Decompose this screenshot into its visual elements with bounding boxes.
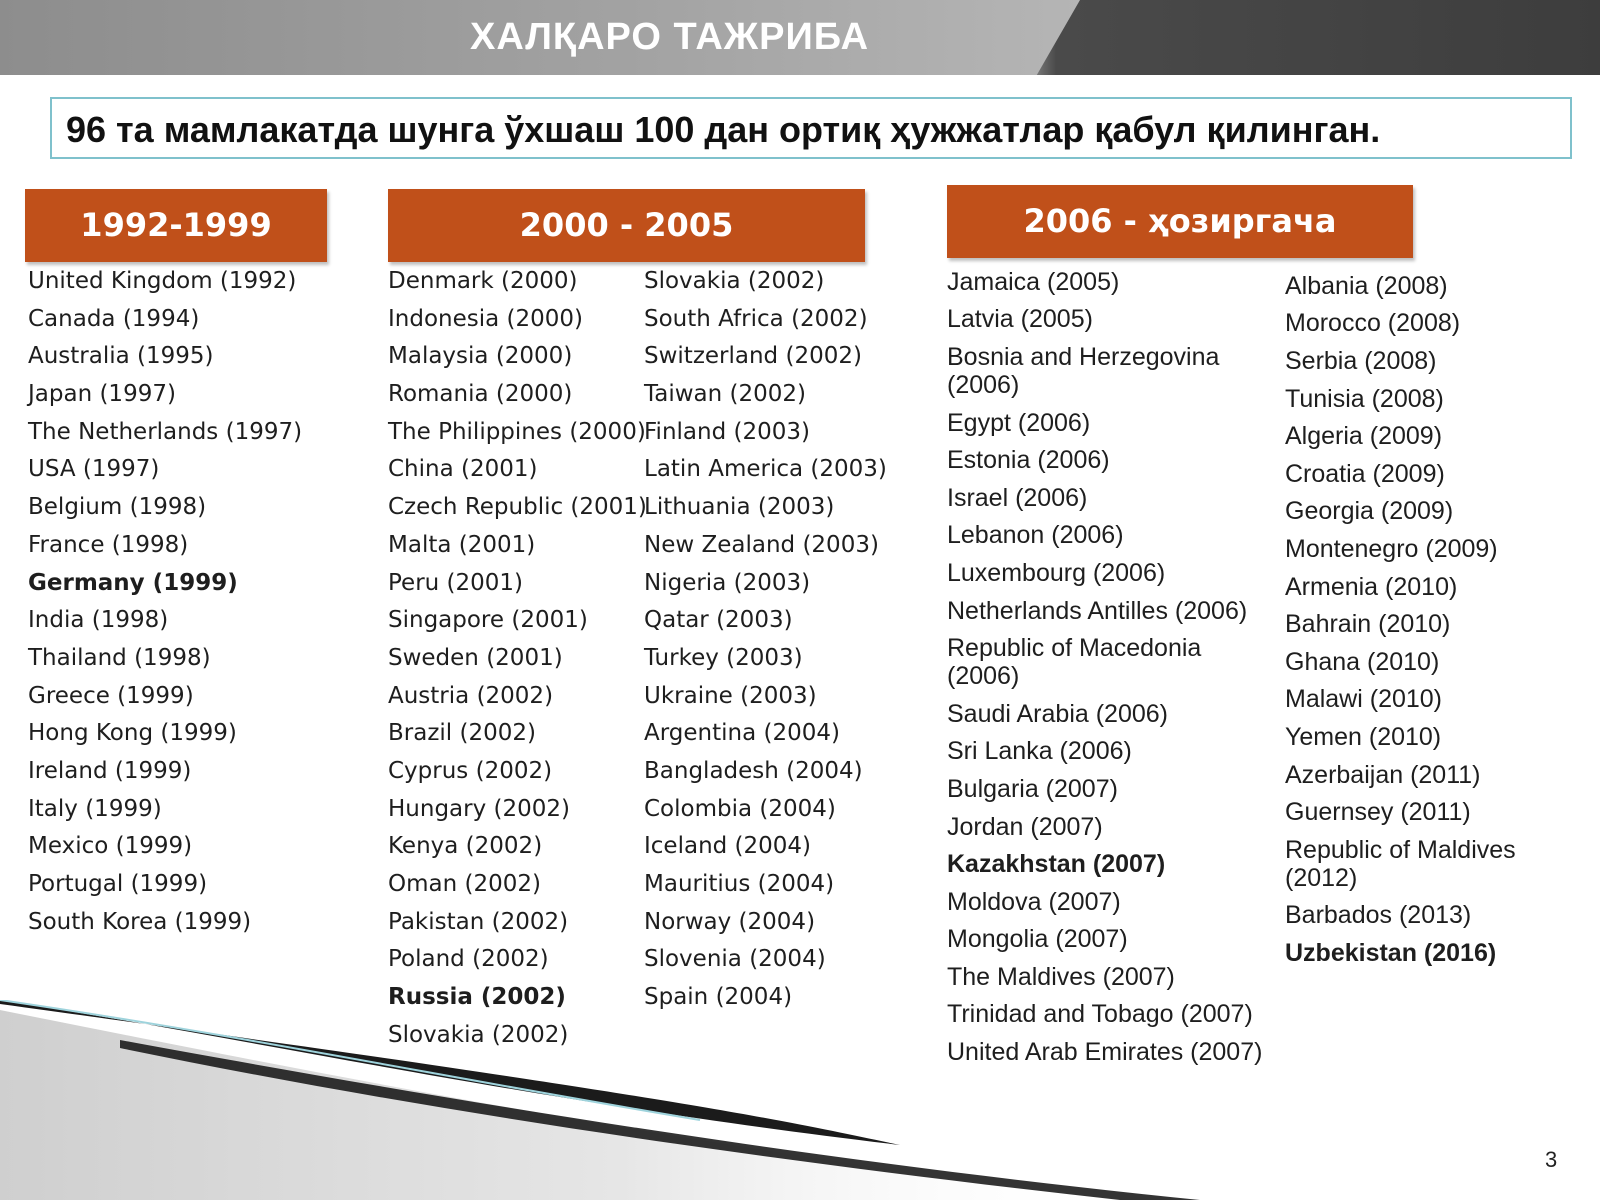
country-item: Nigeria (2003) xyxy=(644,569,811,596)
country-item: Republic of Maldives (2012) xyxy=(1285,835,1516,892)
country-item: Cyprus (2002) xyxy=(388,757,553,784)
country-item-highlighted: Kazakhstan (2007) xyxy=(947,850,1166,879)
country-item: Italy (1999) xyxy=(28,795,162,822)
country-item: Portugal (1999) xyxy=(28,871,208,897)
country-item: United Arab Emirates (2007) xyxy=(947,1038,1263,1067)
country-item: Georgia (2009) xyxy=(1285,497,1454,526)
period-header-1992-1999: 1992-1999 xyxy=(25,189,327,262)
period-header-2006-present: 2006 - ҳозиргача xyxy=(947,185,1413,258)
country-item: Qatar (2003) xyxy=(644,607,793,634)
country-item: China (2001) xyxy=(388,456,538,483)
country-item: New Zealand (2003) xyxy=(644,531,879,558)
country-item: Algeria (2009) xyxy=(1285,422,1443,451)
country-list-2006-present-a xyxy=(947,263,1272,1071)
country-item: South Korea (1999) xyxy=(28,908,252,935)
country-item: Albania (2008) xyxy=(1285,271,1448,300)
country-item: Malaysia (2000) xyxy=(388,343,573,370)
country-item: Republic of Macedonia (2006) xyxy=(947,634,1202,691)
country-item: Azerbaijan (2011) xyxy=(1285,760,1481,789)
country-item: The Netherlands (1997) xyxy=(28,418,303,445)
country-item: Norway (2004) xyxy=(644,908,816,935)
country-item: Switzerland (2002) xyxy=(644,343,862,370)
country-item: Yemen (2010) xyxy=(1285,722,1442,751)
slide-title: ХАЛҚАРО ТАЖРИБА xyxy=(470,16,870,58)
country-item: Mauritius (2004) xyxy=(644,871,835,897)
country-item: Serbia (2008) xyxy=(1285,346,1437,375)
country-item: Trinidad and Tobago (2007) xyxy=(947,1000,1253,1029)
country-list-1992-1999 xyxy=(28,263,302,941)
country-item: Poland (2002) xyxy=(388,946,549,973)
country-item: The Maldives (2007) xyxy=(947,962,1175,991)
country-item: Thailand (1998) xyxy=(28,644,211,671)
country-item: Hong Kong (1999) xyxy=(28,720,237,747)
country-item: Tunisia (2008) xyxy=(1285,384,1444,413)
country-item: Brazil (2002) xyxy=(388,720,536,747)
country-item: Sri Lanka (2006) xyxy=(947,737,1132,766)
country-item: The Philippines (2000) xyxy=(388,418,646,445)
country-item: Croatia (2009) xyxy=(1285,459,1445,488)
country-item: Latvia (2005) xyxy=(947,305,1093,334)
country-list-2006-present-b xyxy=(1285,267,1585,972)
country-item: Luxembourg (2006) xyxy=(947,558,1166,587)
country-item: Bulgaria (2007) xyxy=(947,774,1118,803)
country-item: Barbados (2013) xyxy=(1285,901,1472,930)
country-item: Slovenia (2004) xyxy=(644,946,826,973)
country-item-highlighted: Uzbekistan (2016) xyxy=(1285,938,1497,967)
country-item: Latin America (2003) xyxy=(644,456,887,483)
country-item: Estonia (2006) xyxy=(947,446,1110,475)
country-item: Pakistan (2002) xyxy=(388,908,569,935)
country-item: Canada (1994) xyxy=(28,305,200,332)
country-item-highlighted: Germany (1999) xyxy=(28,569,238,596)
country-item: Argentina (2004) xyxy=(644,720,840,747)
country-item: Australia (1995) xyxy=(28,343,214,370)
country-item: Jamaica (2005) xyxy=(947,267,1120,296)
country-item: Denmark (2000) xyxy=(388,268,578,294)
country-item: Jordan (2007) xyxy=(947,812,1103,841)
country-item: Finland (2003) xyxy=(644,418,810,445)
country-item: Bosnia and Herzegovina (2006) xyxy=(947,342,1220,399)
country-item: Kenya (2002) xyxy=(388,833,543,860)
country-item: Turkey (2003) xyxy=(644,644,803,671)
country-item: Czech Republic (2001) xyxy=(388,494,647,521)
page-number: 3 xyxy=(1545,1147,1558,1172)
country-item: Morocco (2008) xyxy=(1285,309,1461,338)
country-item: Ukraine (2003) xyxy=(644,682,817,709)
country-item: Mexico (1999) xyxy=(28,833,193,860)
country-item: Romania (2000) xyxy=(388,381,573,408)
country-item: Saudi Arabia (2006) xyxy=(947,699,1168,728)
country-item: Oman (2002) xyxy=(388,871,541,897)
country-item: Taiwan (2002) xyxy=(644,381,806,408)
country-item: Israel (2006) xyxy=(947,483,1088,512)
country-item: Greece (1999) xyxy=(28,682,194,709)
country-item: Hungary (2002) xyxy=(388,795,571,822)
country-item: Bangladesh (2004) xyxy=(644,757,863,784)
country-list-2000-2005-a xyxy=(388,263,647,1054)
country-item: United Kingdom (1992) xyxy=(28,268,297,294)
country-item: Egypt (2006) xyxy=(947,408,1091,437)
subtitle-text: 96 та мамлакатда шунга ўхшаш 100 дан ортиқ ҳужжатлар қабул қилинган. xyxy=(66,109,1381,150)
country-item: France (1998) xyxy=(28,531,189,558)
country-item: Singapore (2001) xyxy=(388,607,588,634)
country-item: Mongolia (2007) xyxy=(947,925,1128,954)
country-item: Colombia (2004) xyxy=(644,795,836,822)
country-item: Sweden (2001) xyxy=(388,644,563,671)
country-item: Montenegro (2009) xyxy=(1285,534,1498,563)
country-item: Indonesia (2000) xyxy=(388,305,584,332)
country-item: India (1998) xyxy=(28,607,169,634)
country-item: Lithuania (2003) xyxy=(644,494,835,521)
country-item: Spain (2004) xyxy=(644,984,793,1011)
country-item: Malta (2001) xyxy=(388,531,536,558)
country-item: Bahrain (2010) xyxy=(1285,610,1451,639)
country-item: Armenia (2010) xyxy=(1285,572,1458,601)
country-item-highlighted: Russia (2002) xyxy=(388,984,566,1011)
country-item: Guernsey (2011) xyxy=(1285,798,1471,827)
country-item: Ghana (2010) xyxy=(1285,647,1440,676)
country-item: Peru (2001) xyxy=(388,569,524,596)
country-item: Austria (2002) xyxy=(388,682,554,709)
subtitle-box xyxy=(50,97,1572,159)
country-item: Japan (1997) xyxy=(28,381,176,408)
country-item: Belgium (1998) xyxy=(28,494,207,521)
decorative-swoosh xyxy=(0,1000,1600,1200)
country-item: South Africa (2002) xyxy=(644,305,868,332)
country-item: Moldova (2007) xyxy=(947,887,1121,916)
country-item: Ireland (1999) xyxy=(28,757,192,784)
period-header-2000-2005: 2000 - 2005 xyxy=(388,189,865,262)
country-item: Slovakia (2002) xyxy=(644,268,825,294)
country-item: Lebanon (2006) xyxy=(947,521,1124,550)
country-item: Netherlands Antilles (2006) xyxy=(947,596,1248,625)
country-item: Slovakia (2002) xyxy=(388,1021,569,1048)
country-item: Iceland (2004) xyxy=(644,833,812,860)
country-list-2000-2005-b xyxy=(644,263,887,1017)
country-item: USA (1997) xyxy=(28,456,160,483)
country-item: Malawi (2010) xyxy=(1285,685,1443,714)
